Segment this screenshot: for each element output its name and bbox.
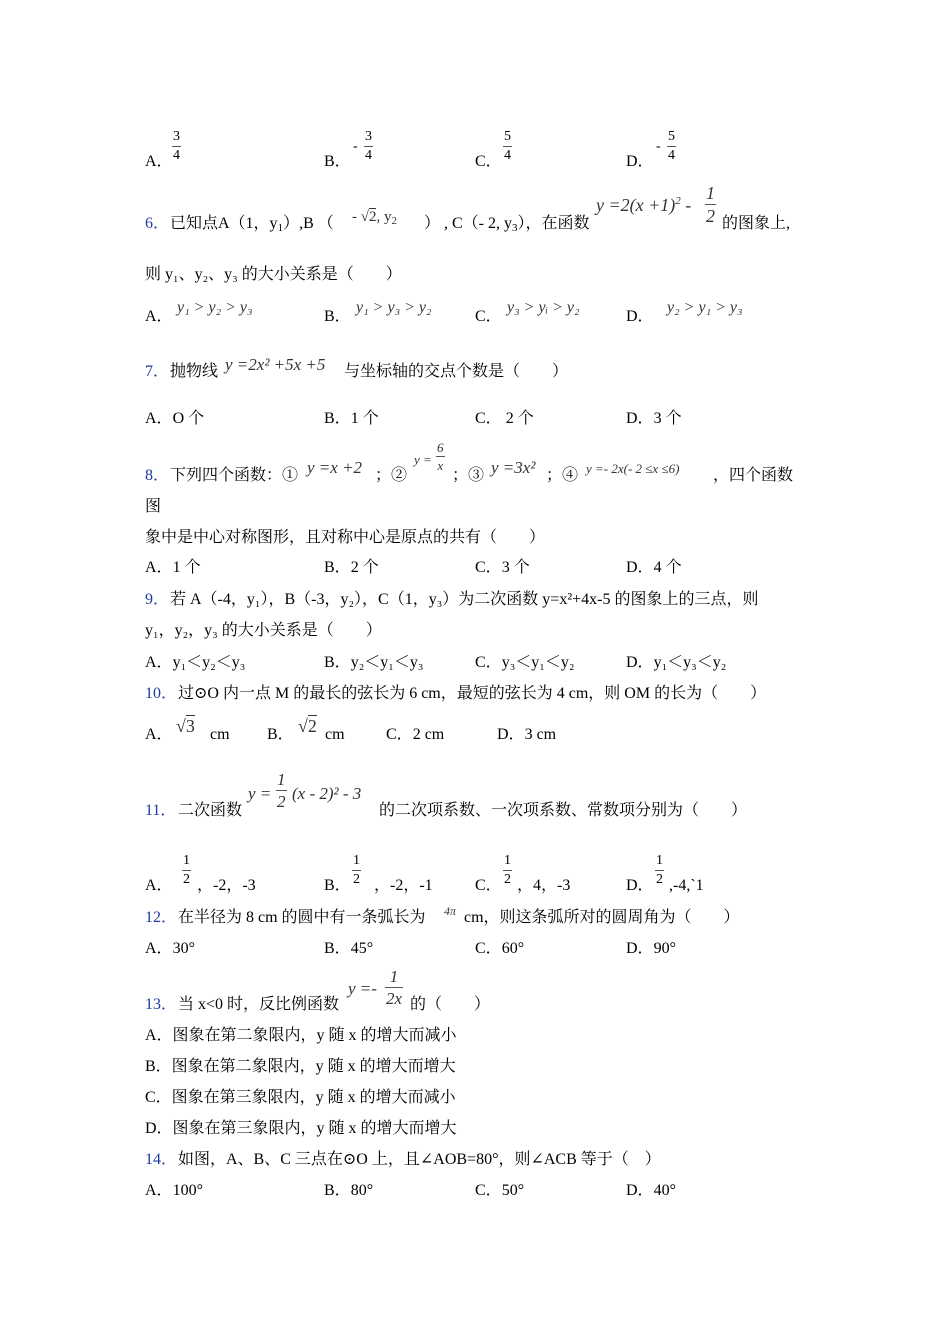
q10-line-1: 过⊙O 内一点 M 的最长的弦长为 6 cm，最短的弦长为 4 cm，则 OM 的长为（ ） bbox=[178, 685, 767, 702]
q11-number: 11． bbox=[145, 802, 177, 819]
q10-option-c: C．2 cm bbox=[386, 726, 445, 743]
q12-number: 12． bbox=[145, 909, 178, 926]
q5-option-a-letter: A． bbox=[145, 153, 173, 170]
q11-text-1: 二次函数 bbox=[178, 802, 243, 819]
q14-number: 14． bbox=[145, 1151, 178, 1168]
q11-option-c-letter: C． bbox=[475, 877, 502, 894]
q9-option-a: A．y₁＜y₂＜y₃ bbox=[145, 654, 246, 671]
q5-option-c-letter: C． bbox=[475, 153, 502, 170]
q11-option-d-fraction: 1 2 bbox=[656, 853, 663, 887]
q14-line-1: 如图，A、B、C 三点在⊙O 上，且∠AOB=80°，则∠ACB 等于（ ） bbox=[178, 1151, 661, 1168]
q9-option-b: B．y₂＜y₁＜y₃ bbox=[324, 654, 424, 671]
q6-point-b: - √2, $y_2$ bbox=[352, 209, 397, 227]
q10-option-a-letter: A． bbox=[145, 726, 173, 743]
q6-function-fraction: 1 2 bbox=[706, 183, 715, 226]
q6-number: 6． bbox=[145, 215, 170, 232]
q6-option-a-letter: A． bbox=[145, 308, 173, 325]
q9-option-c: C．y₃＜y₁＜y₂ bbox=[475, 654, 575, 671]
q12-arc-length: 4π bbox=[444, 904, 457, 918]
q8-function-1: y =x +2 bbox=[307, 458, 363, 477]
q9-option-d: D．y₁＜y₃＜y₂ bbox=[626, 654, 727, 671]
q6-text-3: 的图象上, bbox=[722, 215, 791, 232]
q8-function-2-fraction: 6 x bbox=[437, 440, 444, 473]
q13-option-a: A．图象在第二象限内，y 随 x 的增大而减小 bbox=[145, 1027, 457, 1044]
q9-line-1: 若 A（-4，y₁），B（-3，y₂），C（1，y₃）为二次函数 y=x²+4x-5 的图象上的三点，则 bbox=[170, 591, 759, 608]
q13-option-c: C．图象在第三象限内，y 随 x 的增大而减小 bbox=[145, 1089, 456, 1106]
q14-option-d: D．40° bbox=[626, 1182, 676, 1199]
q8-line-2: 图 bbox=[145, 498, 162, 515]
q8-text-2: ，四个函数 bbox=[713, 467, 794, 484]
q8-function-4: y =- 2x(- 2 ≤x ≤6) bbox=[586, 461, 680, 476]
q5-option-b-fraction: 3 4 bbox=[365, 129, 372, 163]
q13-text-2: 的（ ） bbox=[410, 996, 491, 1013]
q13-text-1: 当 x<0 时，反比例函数 bbox=[178, 996, 340, 1013]
q8-option-c: C．3 个 bbox=[475, 559, 530, 576]
q8-line-3: 象中是中心对称图形，且对称中心是原点的共有（ ） bbox=[145, 529, 546, 546]
q11-option-d-rest: ,-4,`1 bbox=[669, 877, 704, 894]
q8-sep-4: ；④ bbox=[546, 467, 579, 484]
q10-option-b-unit: cm bbox=[325, 726, 345, 743]
q6-option-b-letter: B． bbox=[324, 308, 351, 325]
q11-function-fraction: 1 2 bbox=[277, 770, 286, 811]
q8-function-3: y =3x² bbox=[491, 458, 536, 477]
q11-option-c-rest: ，4，-3 bbox=[517, 877, 571, 894]
q13-function-left: y =- bbox=[348, 979, 377, 998]
q12-text-1: 在半径为 8 cm 的圆中有一条弧长为 bbox=[178, 909, 426, 926]
q5-option-d-sign: - bbox=[656, 139, 661, 154]
q7-number: 7． bbox=[145, 363, 170, 380]
q7-text-1: 抛物线 bbox=[170, 363, 219, 380]
q10-number: 10． bbox=[145, 685, 178, 702]
q11-option-a-rest: ，-2，-3 bbox=[197, 877, 256, 894]
q5-option-d-letter: D． bbox=[626, 153, 654, 170]
q10-option-d: D．3 cm bbox=[497, 726, 557, 743]
q8-option-d: D．4 个 bbox=[626, 559, 682, 576]
q7-option-b: B．1 个 bbox=[324, 410, 379, 427]
q7-text-2: 与坐标轴的交点个数是（ ） bbox=[344, 363, 569, 380]
q9-number: 9． bbox=[145, 591, 170, 608]
q12-option-b: B．45° bbox=[324, 940, 374, 957]
q6-option-d: y₂ > y₁ > y₃ bbox=[667, 299, 743, 316]
q12-option-c: C．60° bbox=[475, 940, 525, 957]
q12-text-2: cm，则这条弧所对的圆周角为（ ） bbox=[464, 909, 740, 926]
q11-option-b-rest: ，-2，-1 bbox=[374, 877, 433, 894]
q6-option-d-letter: D． bbox=[626, 308, 654, 325]
q11-option-b-fraction: 1 2 bbox=[353, 853, 360, 887]
q14-option-b: B．80° bbox=[324, 1182, 374, 1199]
q10-option-b-letter: B． bbox=[267, 726, 294, 743]
q8-function-2-left: y = bbox=[414, 452, 432, 467]
q11-option-d-letter: D． bbox=[626, 877, 654, 894]
q8-sep-2: ；② bbox=[375, 467, 408, 484]
q7-function: y =2x² +5x +5 bbox=[225, 355, 326, 374]
q7-option-a: A．O 个 bbox=[145, 410, 205, 427]
q13-number: 13． bbox=[145, 996, 178, 1013]
q8-sep-3: ；③ bbox=[452, 467, 485, 484]
q13-function-fraction: 1 2x bbox=[386, 967, 403, 1008]
q8-option-a: A．1 个 bbox=[145, 559, 201, 576]
q8-option-b: B．2 个 bbox=[324, 559, 379, 576]
q6-text-2: ） , C（- 2, $y_3$），在函数 bbox=[424, 215, 590, 234]
q12-option-a: A．30° bbox=[145, 940, 195, 957]
q14-option-c: C．50° bbox=[475, 1182, 525, 1199]
q11-function-left: y = bbox=[248, 784, 272, 803]
q5-option-c-fraction: 5 4 bbox=[504, 129, 511, 163]
q5-option-a-fraction: 3 4 bbox=[173, 129, 180, 163]
q6-option-a: y₁ > y₂ > y₃ bbox=[177, 299, 253, 316]
q8-text-1: 下列四个函数：① bbox=[170, 467, 299, 484]
q11-option-c-fraction: 1 2 bbox=[504, 853, 511, 887]
q11-function-right: (x - 2)² - 3 bbox=[292, 784, 362, 803]
q6-option-b: y₁ > y₃ > y₂ bbox=[356, 299, 432, 316]
q5-option-b-letter: B． bbox=[324, 153, 351, 170]
q11-text-2: 的二次项系数、一次项系数、常数项分别为（ ） bbox=[379, 802, 748, 819]
q6-option-c-letter: C． bbox=[475, 308, 502, 325]
q10-option-a-unit: cm bbox=[210, 726, 230, 743]
q5-option-d-fraction: 5 4 bbox=[668, 129, 675, 163]
q8-number: 8． bbox=[145, 467, 170, 484]
q6-line-2: 则 y₁、y₂、y₃ 的大小关系是（ ） bbox=[145, 266, 402, 283]
q9-line-2: y₁，y₂，y₃ 的大小关系是（ ） bbox=[145, 622, 382, 639]
q14-option-a: A．100° bbox=[145, 1182, 203, 1199]
q13-option-b: B．图象在第二象限内，y 随 x 的增大而增大 bbox=[145, 1058, 456, 1075]
q12-option-d: D．90° bbox=[626, 940, 676, 957]
q7-option-c: C． 2 个 bbox=[475, 410, 534, 427]
q13-option-d: D．图象在第三象限内，y 随 x 的增大而增大 bbox=[145, 1120, 457, 1137]
q10-option-a-radical: √3 bbox=[176, 716, 195, 736]
q11-option-b-letter: B． bbox=[324, 877, 351, 894]
q5-option-b-sign: - bbox=[353, 139, 358, 154]
q6-text-1: 已知点A（1，$y_1),B$ （ bbox=[170, 215, 334, 234]
q6-function: $y =2(x +1)^2$ - bbox=[596, 195, 692, 215]
q7-option-d: D．3 个 bbox=[626, 410, 682, 427]
q10-option-b-radical: √2 bbox=[298, 716, 317, 736]
q11-option-a-letter: A． bbox=[145, 877, 173, 894]
q11-option-a-fraction: 1 2 bbox=[183, 853, 190, 887]
q6-option-c: y₃ > yᵢ > y₂ bbox=[507, 299, 580, 316]
